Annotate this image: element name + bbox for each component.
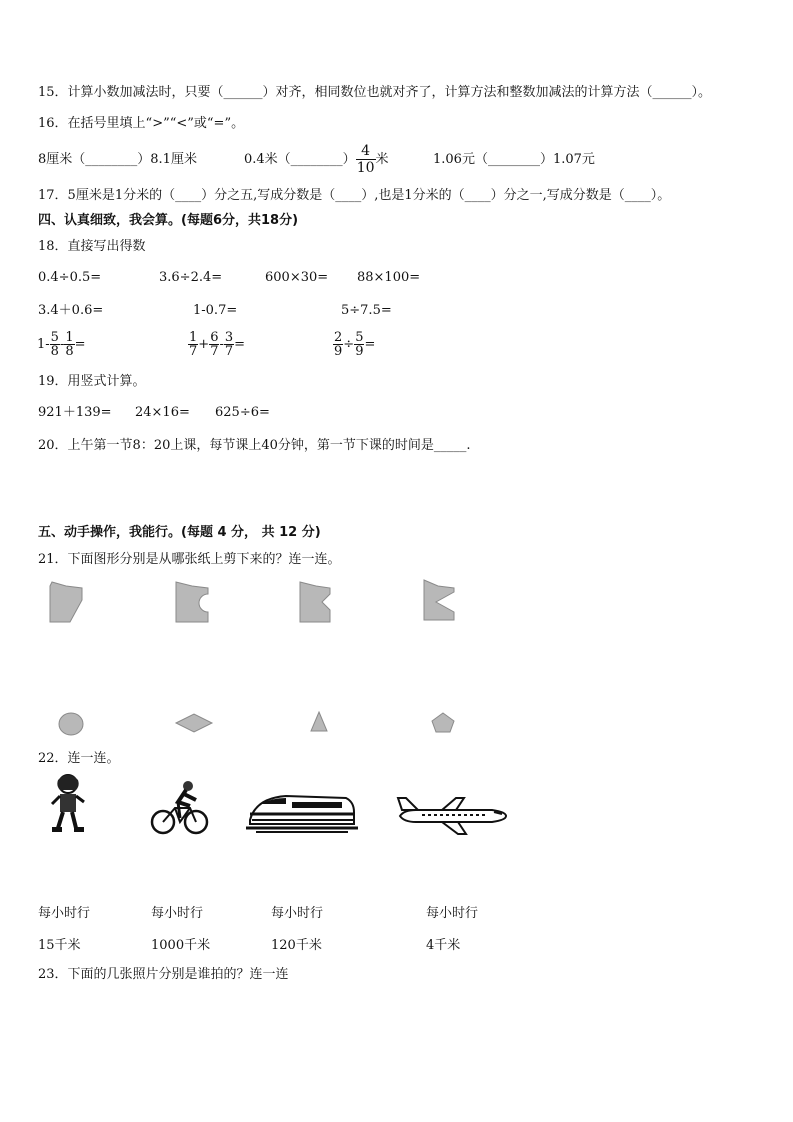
fraction-numerator: 5 bbox=[355, 330, 364, 345]
fraction-denominator: 9 bbox=[355, 344, 364, 359]
question-20: 20．上午第一节8：20上课，每节课上40分钟，第一节下课的时间是_____. bbox=[38, 438, 471, 453]
calc-lead: 1- bbox=[37, 337, 50, 352]
calc-item: 600×30= bbox=[265, 270, 329, 285]
fraction bbox=[224, 331, 234, 358]
child-walking-icon bbox=[46, 772, 90, 836]
fraction-numerator: 2 bbox=[334, 330, 343, 345]
fraction-numerator: 1 bbox=[189, 330, 198, 345]
circle-icon bbox=[56, 710, 86, 738]
calc-operator: + bbox=[198, 337, 210, 352]
section-5-heading: 五、动手操作，我能行。(每题 4 分， 共 12 分) bbox=[38, 525, 321, 540]
calc-equals: = bbox=[234, 337, 246, 352]
speed-label-value: 1000千米 bbox=[151, 938, 211, 953]
fraction bbox=[333, 331, 343, 358]
folded-paper-2-icon bbox=[174, 580, 210, 624]
cyclist-icon bbox=[150, 778, 210, 838]
compare-item-a: 8厘米（________）8.1厘米 bbox=[38, 152, 197, 167]
question-21-title: 21．下面图形分别是从哪张纸上剪下来的？连一连。 bbox=[38, 552, 341, 567]
fraction bbox=[50, 331, 60, 358]
section-4-heading: 四、认真细致，我会算。(每题6分，共18分) bbox=[38, 213, 299, 228]
question-19-title: 19．用竖式计算。 bbox=[38, 374, 146, 389]
fraction bbox=[188, 331, 198, 358]
calc-operator: - bbox=[59, 337, 65, 352]
compare-item-c: 1.06元（________）1.07元 bbox=[433, 152, 595, 167]
fraction-denominator: 8 bbox=[50, 344, 59, 359]
vertical-calc-item: 24×16= bbox=[135, 405, 190, 420]
fraction-denominator: 7 bbox=[210, 344, 219, 359]
calc-operator: - bbox=[219, 337, 224, 352]
fraction-calc-1 bbox=[37, 328, 86, 362]
fraction bbox=[354, 331, 364, 358]
triangle-icon bbox=[308, 710, 330, 734]
compare-item-b bbox=[244, 140, 389, 180]
speed-label-value: 15千米 bbox=[38, 938, 81, 953]
fraction-numerator: 5 bbox=[50, 330, 59, 345]
fraction-numerator: 4 bbox=[356, 143, 376, 160]
speed-label-value: 4千米 bbox=[426, 938, 461, 953]
fraction-denominator: 8 bbox=[65, 344, 74, 359]
vertical-calc-item: 625÷6= bbox=[215, 405, 270, 420]
rhombus-icon bbox=[174, 712, 214, 734]
vertical-calc-item: 921＋139= bbox=[38, 405, 112, 420]
compare-item-b-unit: 米 bbox=[375, 152, 389, 167]
fraction-denominator: 7 bbox=[224, 344, 234, 359]
fraction-numerator: 3 bbox=[224, 330, 234, 345]
pentagon-icon bbox=[430, 711, 456, 735]
calc-item: 0.4÷0.5= bbox=[38, 270, 102, 285]
question-17: 17．5厘米是1分米的（____）分之五,写成分数是（____）,也是1分米的（____）分之一,写成分数是（____）。 bbox=[38, 188, 671, 203]
fraction-denominator: 9 bbox=[334, 344, 343, 359]
question-23: 23．下面的几张照片分别是谁拍的？连一连 bbox=[38, 967, 289, 982]
fraction bbox=[64, 331, 74, 358]
question-15: 15．计算小数加减法时，只要（______）对齐，相同数位也就对齐了，计算方法和整数加减法的计算方法（______）。 bbox=[38, 85, 712, 100]
question-18-title: 18．直接写出得数 bbox=[38, 239, 146, 254]
calc-equals: = bbox=[364, 337, 376, 352]
fraction-calc-2 bbox=[188, 328, 245, 362]
calc-item: 3.4＋0.6= bbox=[38, 303, 104, 318]
compare-item-b-prefix: 0.4米（________） bbox=[244, 152, 356, 167]
fraction-4-10 bbox=[356, 143, 376, 176]
calc-item: 5÷7.5= bbox=[341, 303, 392, 318]
speed-label-top: 每小时行 bbox=[151, 906, 204, 921]
speed-label-top: 每小时行 bbox=[38, 906, 91, 921]
airplane-icon bbox=[396, 796, 508, 836]
fraction-numerator: 6 bbox=[210, 330, 219, 345]
calc-item: 88×100= bbox=[357, 270, 421, 285]
speed-label-value: 120千米 bbox=[271, 938, 322, 953]
question-16-title: 16．在括号里填上“>”“<”或“=”。 bbox=[38, 116, 245, 131]
speed-label-top: 每小时行 bbox=[426, 906, 479, 921]
calc-item: 3.6÷2.4= bbox=[159, 270, 223, 285]
folded-paper-1-icon bbox=[48, 580, 84, 624]
fraction-calc-3 bbox=[333, 328, 375, 362]
train-icon bbox=[246, 790, 358, 834]
folded-paper-4-icon bbox=[422, 578, 458, 622]
question-22-title: 22．连一连。 bbox=[38, 751, 120, 766]
fraction-numerator: 1 bbox=[65, 330, 74, 345]
calc-item: 1-0.7= bbox=[193, 303, 238, 318]
fraction-denominator: 7 bbox=[189, 344, 198, 359]
folded-paper-3-icon bbox=[298, 580, 334, 624]
calc-operator: ÷ bbox=[343, 337, 355, 352]
fraction-denominator: 10 bbox=[356, 160, 375, 176]
calc-equals: = bbox=[74, 337, 86, 352]
speed-label-top: 每小时行 bbox=[271, 906, 324, 921]
fraction bbox=[209, 331, 219, 358]
